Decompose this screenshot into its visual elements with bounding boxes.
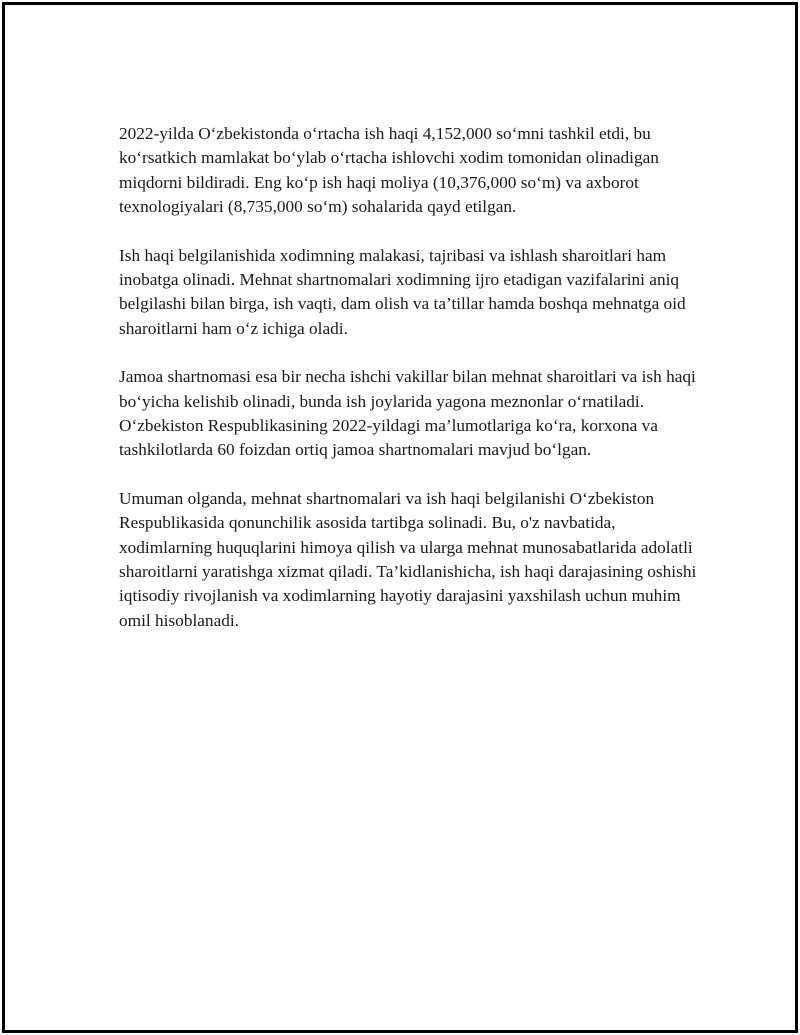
document-page bbox=[2, 2, 798, 1033]
paragraph-3: Jamoa shartnomasi esa bir necha ishchi vakillar bilan mehnat sharoitlari va ish haqi bo‘yicha kelishib olinadi, bunda ish joylarida yagona meznonlar o‘rnatiladi. O‘zbekiston Respublikasining 2022-yildagi ma’lumotlariga ko‘ra, korxona va tashkilotlarda 60 foizdan ortiq jamoa shartnomalari mavjud bo‘lgan. bbox=[119, 367, 696, 460]
paragraph-2: Ish haqi belgilanishida xodimning malakasi, tajribasi va ishlash sharoitlari ham inobatga olinadi. Mehnat shartnomalari xodimning ijro etadigan vazifalarini aniq belgilashi bilan birga, ish vaqti, dam olish va ta’tillar hamda boshqa mehnatga oid sharoitlarni ham o‘z ichiga oladi. bbox=[119, 245, 686, 338]
paragraph-4: Umuman olganda, mehnat shartnomalari va ish haqi belgilanishi O‘zbekiston Respublikasida qonunchilik asosida tartibga solinadi. Bu, o'z navbatida, xodimlarning huquqlarini himoya qilish va ularga mehnat munosabatlarida adolatli sharoitlarni yaratishga xizmat qiladi. Ta’kidlanishicha, ish haqi darajasining oshishi iqtisodiy rivojlanish va xodimlarning hayotiy darajasini yaxshilash uchun muhim omil hisoblanadi. bbox=[119, 489, 697, 630]
paragraph-1: 2022-yilda O‘zbekistonda o‘rtacha ish haqi 4,152,000 so‘mni tashkil etdi, bu ko‘rsatkich mamlakat bo‘ylab o‘rtacha ishlovchi xodim tomonidan olinadigan miqdorni bildiradi. Eng ko‘p ish haqi moliya (10,376,000 so‘m) va axborot texnologiyalari (8,735,000 so‘m) sohalarida qayd etilgan. bbox=[119, 124, 659, 216]
document-body bbox=[119, 122, 699, 657]
